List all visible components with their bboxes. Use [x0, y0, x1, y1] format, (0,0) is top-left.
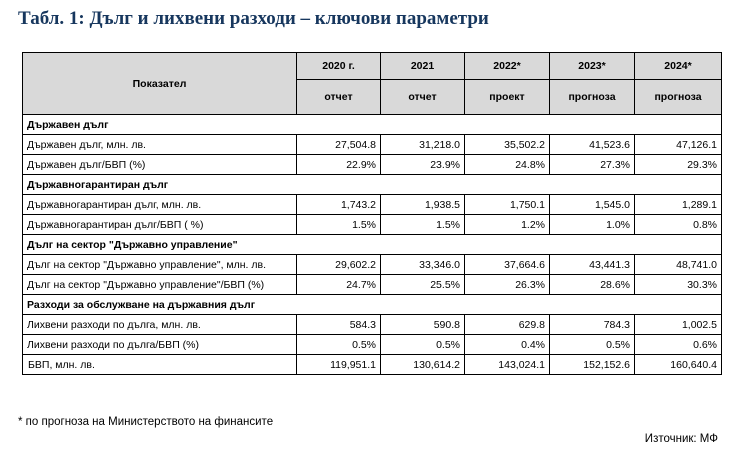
year-header: 2020 г.: [297, 53, 381, 80]
table-cell: 0.6%: [635, 335, 722, 355]
year-header: 2024*: [635, 53, 722, 80]
table-cell: 22.9%: [297, 155, 381, 175]
table-cell: 29.3%: [635, 155, 722, 175]
table-cell: 1.2%: [465, 215, 550, 235]
type-header: отчет: [381, 80, 465, 115]
row-label: Дълг на сектор "Държавно управление"/БВП (%): [23, 275, 297, 295]
table-cell: 26.3%: [465, 275, 550, 295]
row-label: БВП, млн. лв.: [23, 355, 297, 375]
table-cell: 30.3%: [635, 275, 722, 295]
table-title: Табл. 1: Дълг и лихвени разходи – ключови параметри: [18, 8, 489, 29]
row-label: Държавен дълг, млн. лв.: [23, 135, 297, 155]
table-cell: 24.8%: [465, 155, 550, 175]
table-cell: 119,951.1: [297, 355, 381, 375]
table-cell: 590.8: [381, 315, 465, 335]
table-cell: 27,504.8: [297, 135, 381, 155]
row-label: Държавен дълг/БВП (%): [23, 155, 297, 175]
type-header: отчет: [297, 80, 381, 115]
row-label: Държавногарантиран дълг, млн. лв.: [23, 195, 297, 215]
table-cell: 1,002.5: [635, 315, 722, 335]
table-cell: 37,664.6: [465, 255, 550, 275]
table-row: [23, 315, 722, 335]
year-header: 2023*: [550, 53, 635, 80]
table-cell: 43,441.3: [550, 255, 635, 275]
row-label: Дълг на сектор "Държавно управление", млн. лв.: [23, 255, 297, 275]
table-cell: 1,545.0: [550, 195, 635, 215]
section-heading: Дълг на сектор "Държавно управление": [23, 235, 722, 255]
section-heading-row: [23, 235, 722, 255]
debt-table: [22, 52, 722, 375]
table-cell: 0.5%: [550, 335, 635, 355]
table-row: [23, 255, 722, 275]
table-row: [23, 215, 722, 235]
table-row: [23, 275, 722, 295]
table-cell: 48,741.0: [635, 255, 722, 275]
table-row: [23, 135, 722, 155]
gdp-row: [23, 355, 722, 375]
table-cell: 1.5%: [297, 215, 381, 235]
row-label: Държавногарантиран дълг/БВП ( %): [23, 215, 297, 235]
table-cell: 33,346.0: [381, 255, 465, 275]
table-cell: 0.5%: [381, 335, 465, 355]
row-label: Лихвени разходи по дълга/БВП (%): [23, 335, 297, 355]
section-heading: Държавногарантиран дълг: [23, 175, 722, 195]
table-cell: 1,743.2: [297, 195, 381, 215]
type-header: проект: [465, 80, 550, 115]
source-note: Източник: МФ: [644, 433, 718, 445]
table-cell: 35,502.2: [465, 135, 550, 155]
table-cell: 0.4%: [465, 335, 550, 355]
table-cell: 27.3%: [550, 155, 635, 175]
section-heading-row: [23, 175, 722, 195]
table-cell: 41,523.6: [550, 135, 635, 155]
table-cell: 25.5%: [381, 275, 465, 295]
row-label: Лихвени разходи по дълга, млн. лв.: [23, 315, 297, 335]
table-cell: 24.7%: [297, 275, 381, 295]
table-cell: 629.8: [465, 315, 550, 335]
footnote: * по прогноза на Министерството на финансите: [18, 416, 274, 428]
table-cell: 28.6%: [550, 275, 635, 295]
section-heading: Държавен дълг: [23, 115, 722, 135]
year-header: 2022*: [465, 53, 550, 80]
table-cell: 130,614.2: [381, 355, 465, 375]
table-cell: 584.3: [297, 315, 381, 335]
table-cell: 143,024.1: [465, 355, 550, 375]
section-heading-row: [23, 295, 722, 315]
table-row: [23, 335, 722, 355]
table-cell: 1,750.1: [465, 195, 550, 215]
table-row: [23, 155, 722, 175]
table-cell: 1,938.5: [381, 195, 465, 215]
type-header: прогноза: [635, 80, 722, 115]
year-header: 2021: [381, 53, 465, 80]
table-cell: 784.3: [550, 315, 635, 335]
table-cell: 0.5%: [297, 335, 381, 355]
table-cell: 29,602.2: [297, 255, 381, 275]
section-heading-row: [23, 115, 722, 135]
table-cell: 31,218.0: [381, 135, 465, 155]
table-row: [23, 195, 722, 215]
table-cell: 160,640.4: [635, 355, 722, 375]
table-cell: 152,152.6: [550, 355, 635, 375]
table-cell: 1,289.1: [635, 195, 722, 215]
table-cell: 23.9%: [381, 155, 465, 175]
table-cell: 0.8%: [635, 215, 722, 235]
table-cell: 1.5%: [381, 215, 465, 235]
type-header: прогноза: [550, 80, 635, 115]
section-heading: Разходи за обслужване на държавния дълг: [23, 295, 722, 315]
table-cell: 47,126.1: [635, 135, 722, 155]
indicator-header: Показател: [23, 53, 297, 115]
table-cell: 1.0%: [550, 215, 635, 235]
